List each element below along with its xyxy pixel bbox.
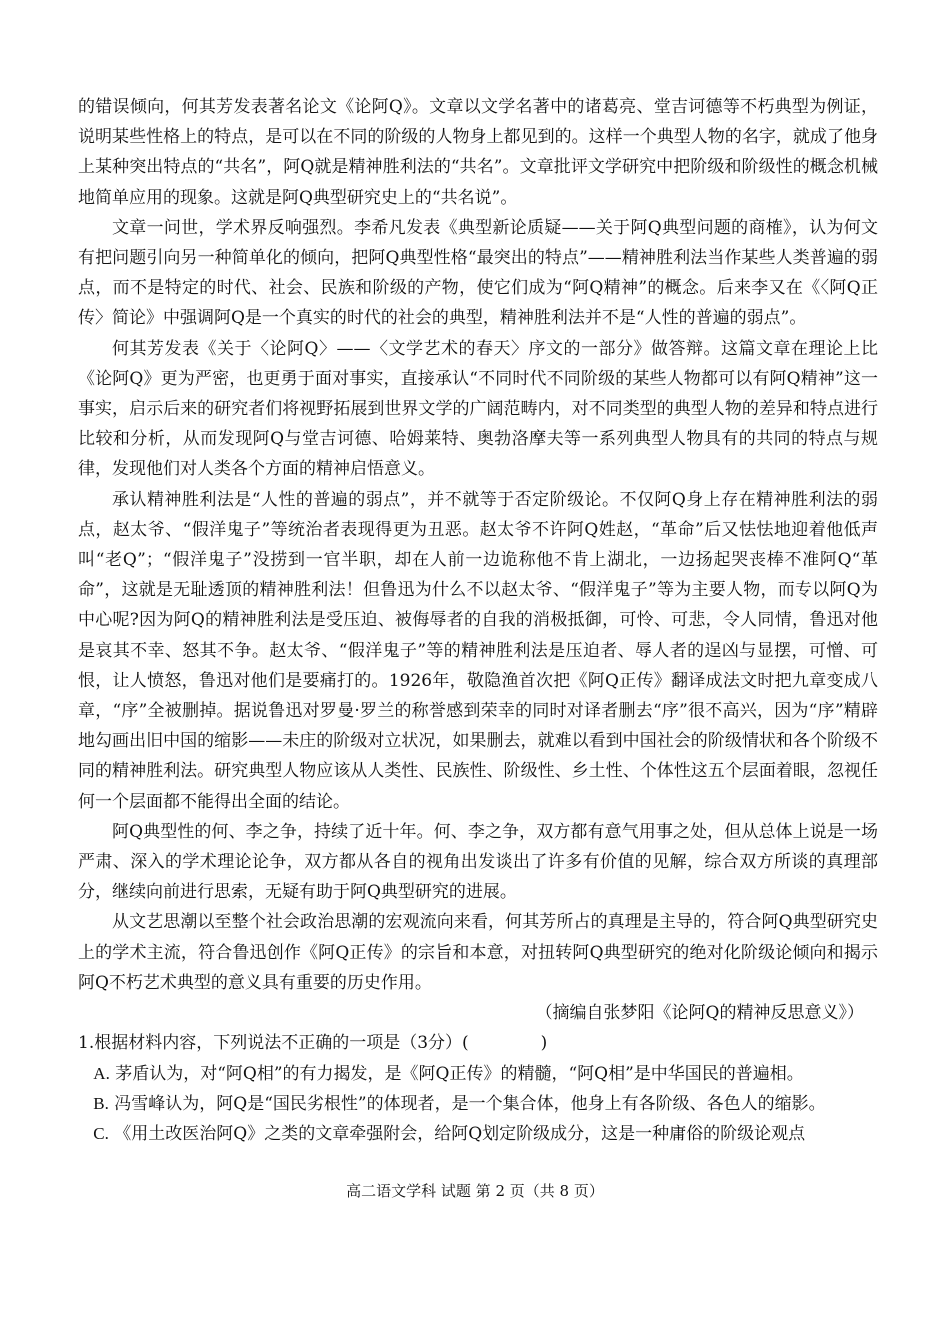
paragraph-5: 阿Q典型性的何、李之争，持续了近十年。何、李之争，双方都有意气用事之处，但从总体上说是一场严肃、深入的学术理论论争，双方都从各自的视角出发谈出了许多有价值的见解，综合双方所谈的真理部分，继续向前进行思索，无疑有助于阿Q典型研究的进展。 <box>78 821 878 903</box>
question-stem-close: ) <box>540 1033 548 1054</box>
question-1-stem <box>78 1028 878 1058</box>
paragraph-3: 何其芳发表《关于〈论阿Q〉——〈文学艺术的春天〉序文的一部分》做答辩。这篇文章在理论上比《论阿Q》更为严密，也更勇于面对事实，直接承认“不同时代不同阶级的某些人物都可以有阿Q精神”这一事实，启示后来的研究者们将视野拓展到世界文学的广阔范畴内，对不同类型的典型人物的差异和特点进行比较和分析，从而发现阿Q与堂吉诃德、哈姆莱特、奥勃洛摩夫等一系列典型人物具有的共同的特点与规律，发现他们对人类各个方面的精神启悟意义。 <box>78 338 878 480</box>
page-footer: 高二语文学科 试题 第 2 页（共 8 页） <box>346 1182 604 1200</box>
paragraph-4: 承认精神胜利法是“人性的普遍的弱点”，并不就等于否定阶级论。不仅阿Q身上存在精神胜利法的弱点，赵太爷、“假洋鬼子”等统治者表现得更为丑恶。赵太爷不许阿Q姓赵，“革命”后又怯怯地迎着他低声叫“老Q”；“假洋鬼子”没捞到一官半职，却在人前一边诡称他不肯上湖北，一边扬起哭丧棒不准阿Q“革命”，这就是无耻透顶的精神胜利法！但鲁迅为什么不以赵太爷、“假洋鬼子”等为主要人物，而专以阿Q为中心呢?因为阿Q的精神胜利法是受压迫、被侮辱者的自我的消极抵御，可怜、可悲，令人同情，鲁迅对他是哀其不幸、怒其不争。赵太爷、“假洋鬼子”等的精神胜利法是压迫者、辱人者的逞凶与显摆，可憎、可恨，让人愤怒，鲁迅对他们是要痛打的。1926年，敬隐渔首次把《阿Q正传》翻译成法文时把九章变成八章，“序”全被删掉。据说鲁迅对罗曼·罗兰的称誉感到荣幸的同时对译者删去“序”很不高兴，因为“序”精辟地勾画出旧中国的缩影——未庄的阶级对立状况，如果删去，就难以看到中国社会的阶级情状和各个阶级不同的精神胜利法。研究典型人物应该从人类性、民族性、阶级性、乡土性、个体性这五个层面着眼，忽视任何一个层面都不能得出全面的结论。 <box>78 489 878 812</box>
question-stem-text: 1.根据材料内容，下列说法不正确的一项是（3分）( <box>78 1033 469 1054</box>
source-citation: （摘编自张梦阳《论阿Q的精神反思意义》） <box>535 1003 864 1024</box>
paragraph-2: 文章一问世，学术界反响强烈。李希凡发表《典型新论质疑——关于阿Q典型问题的商榷》，认为何文有把问题引向另一种简单化的倾向，把阿Q典型性格“最突出的特点”——精神胜利法当作某些人类普遍的弱点，而不是特定的时代、社会、民族和阶级的产物，使它们成为“阿Q精神”的概念。后来李又在《〈阿Q正传〉简论》中强调阿Q是一个真实的时代的社会的典型，精神胜利法并不是“人性的普遍的弱点”。 <box>78 217 878 329</box>
option-c <box>78 1119 878 1149</box>
option-c-text: 《用土改医治阿Q》之类的文章牵强附会，给阿Q划定阶级成分，这是一种庸俗的阶级论观点 <box>114 1123 806 1144</box>
option-c-letter: C. <box>93 1123 109 1143</box>
paragraph-6: 从文艺思潮以至整个社会政治思潮的宏观流向来看，何其芳所占的真理是主导的，符合阿Q典型研究史上的学术主流，符合鲁迅创作《阿Q正传》的宗旨和本意，对扭转阿Q典型研究的绝对化阶级论倾向和揭示阿Q不朽艺术典型的意义具有重要的历史作用。 <box>78 912 878 993</box>
paragraph-1: 的错误倾向，何其芳发表著名论文《论阿Q》。文章以文学名著中的诸葛亮、堂吉诃德等不朽典型为例证，说明某些性格上的特点，是可以在不同的阶级的人物身上都见到的。这样一个典型人物的名字，就成了他身上某种突出特点的“共名”，阿Q就是精神胜利法的“共名”。文章批评文学研究中把阶级和阶级性的概念机械地简单应用的现象。这就是阿Q典型研究史上的“共名说”。 <box>78 97 878 208</box>
option-b-text: 冯雪峰认为，阿Q是“国民劣根性”的体现者，是一个集合体，他身上有各阶级、各色人的缩影。 <box>114 1093 826 1114</box>
option-a-text: 茅盾认为，对“阿Q相”的有力揭发，是《阿Q正传》的精髓，“阿Q相”是中华国民的普遍相。 <box>115 1063 804 1084</box>
option-a-letter: A. <box>93 1063 110 1083</box>
option-a <box>78 1059 878 1089</box>
option-b <box>78 1089 878 1119</box>
option-b-letter: B. <box>93 1093 109 1113</box>
